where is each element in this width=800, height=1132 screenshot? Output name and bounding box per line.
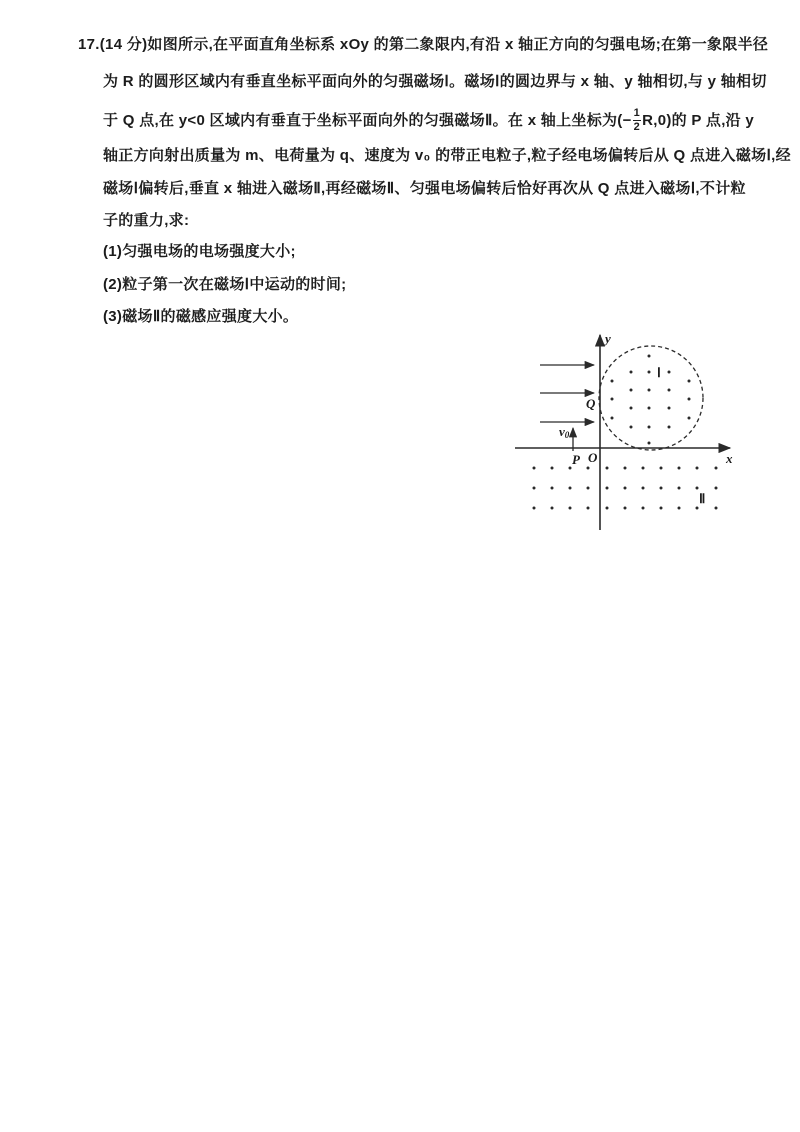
problem-line-6: 子的重力,求:: [103, 212, 190, 229]
fraction-one-half: [633, 107, 641, 133]
region-2-label: Ⅱ: [699, 491, 706, 506]
diagram-svg: [510, 327, 750, 537]
question-3: (3)磁场Ⅱ的磁感应强度大小。: [103, 308, 299, 325]
problem-line-3: [103, 108, 754, 134]
efield-arrows: [540, 365, 594, 422]
x-axis-label: x: [726, 451, 733, 466]
problem-line-1: 17.(14 分)如图所示,在平面直角坐标系 xOy 的第二象限内,有沿 x 轴正方向的匀强电场;在第一象限半径: [78, 36, 769, 53]
question-1: (1)匀强电场的电场强度大小;: [103, 243, 296, 260]
problem-diagram: [510, 327, 750, 537]
problem-line-5: 磁场Ⅰ偏转后,垂直 x 轴进入磁场Ⅱ,再经磁场Ⅱ、匀强电场偏转后恰好再次从 Q 点进入磁场Ⅰ,不计粒: [103, 180, 746, 197]
line3-pre: 于 Q 点,在 y<0 区域内有垂直于坐标平面向外的匀强磁场Ⅱ。在 x 轴上坐标为(−: [103, 112, 632, 130]
fraction-numerator: 1: [633, 107, 641, 119]
region-1-label: Ⅰ: [657, 365, 661, 380]
field-1-circle: [599, 346, 703, 450]
problem-line-4: 轴正方向射出质量为 m、电荷量为 q、速度为 v₀ 的带正电粒子,粒子经电场偏转后从 Q 点进入磁场Ⅰ,经: [103, 147, 791, 164]
q-point-label: Q: [586, 396, 596, 411]
fraction-denominator: 2: [633, 120, 641, 133]
p-point-label: P: [572, 452, 580, 467]
question-2: (2)粒子第一次在磁场Ⅰ中运动的时间;: [103, 276, 347, 293]
region2-dots: [533, 467, 718, 510]
v0-label: v0: [559, 424, 570, 440]
region1-dots: [611, 355, 691, 445]
origin-label: O: [588, 450, 598, 465]
problem-line-2: 为 R 的圆形区域内有垂直坐标平面向外的匀强磁场Ⅰ。磁场Ⅰ的圆边界与 x 轴、y 轴相切,与 y 轴相切: [103, 73, 767, 90]
line3-post: R,0)的 P 点,沿 y: [642, 112, 755, 130]
y-axis-label: y: [605, 331, 611, 346]
